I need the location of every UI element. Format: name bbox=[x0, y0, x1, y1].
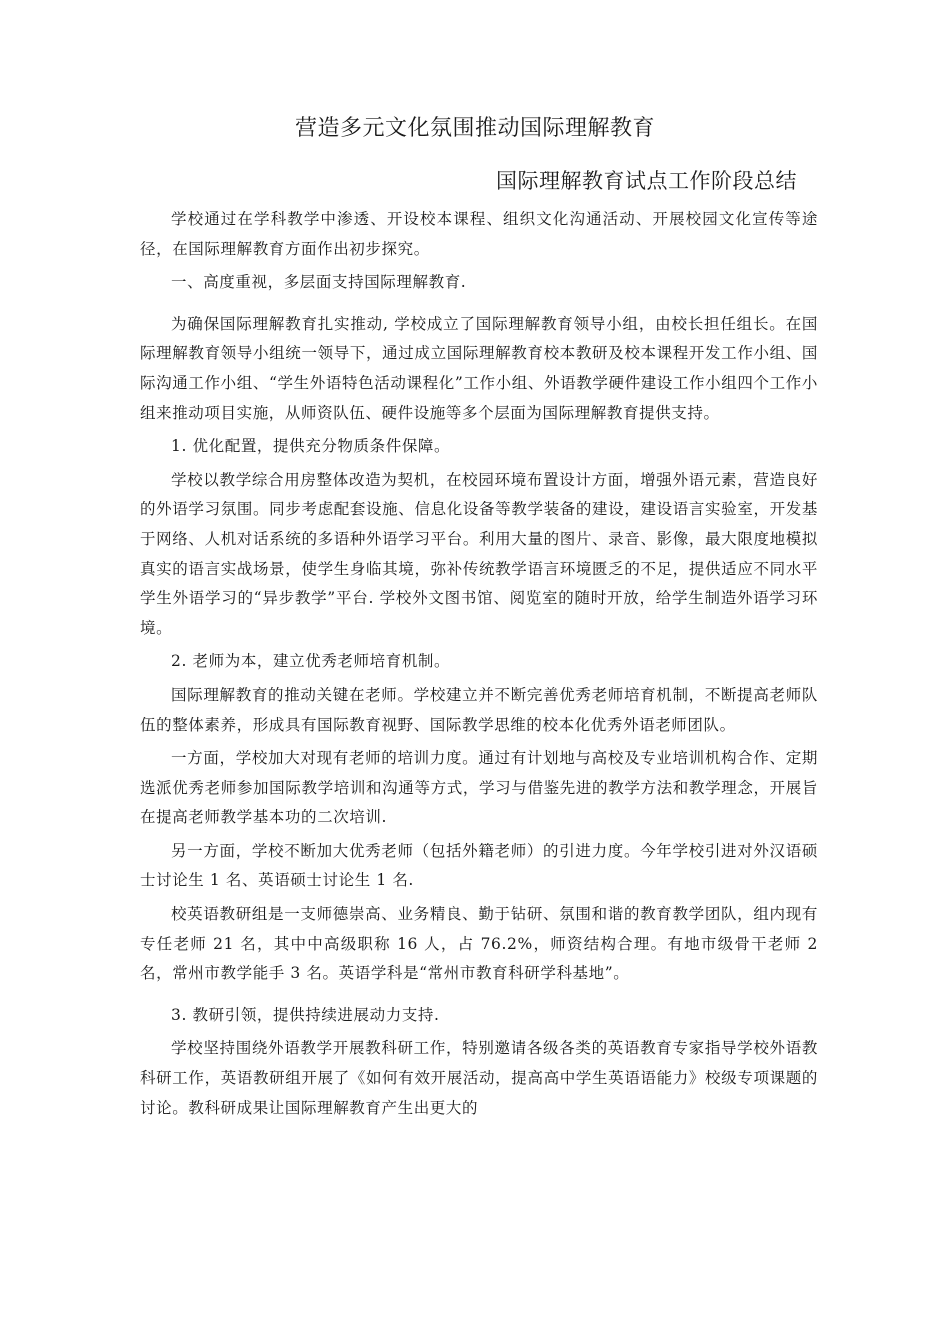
section-1-paragraph: 为确保国际理解教育扎实推动, 学校成立了国际理解教育领导小组，由校长担任组长。在国际理解教育领导小组统一领导下，通过成立国际理解教育校本教研及校本课程开发工作小组、国际沟通工作小组、“学生外语特色活动课程化”工作小组、外语教学硬件建设工作小组四个工作小组来推动项目实施，从师资队伍、硬件设施等多个层面为国际理解教育提供支持。 bbox=[140, 314, 818, 422]
document-body bbox=[140, 205, 818, 1123]
document-title: 营造多元文化氛围推动国际理解教育 bbox=[294, 116, 655, 141]
intro-paragraph: 学校通过在学科教学中渗透、开设校本课程、组织文化沟通活动、开展校园文化宣传等途径，在国际理解教育方面作出初步探究。 bbox=[140, 210, 818, 258]
subsection-2-paragraph-3: 另一方面，学校不断加大优秀老师（包括外籍老师）的引进力度。今年学校引进对外汉语硕士讨论生 1 名、英语硕士讨论生 1 名. bbox=[140, 841, 818, 890]
subsection-heading-3: 3. 教研引领，提供持续进展动力支持. bbox=[171, 1005, 440, 1024]
subsection-2-paragraph-4: 校英语教研组是一支师德崇高、业务精良、勤于钻研、氛围和谐的教育教学团队，组内现有专任老师 21 名，其中中高级职称 16 人，占 76.2%，师资结构合理。有地市级骨干老师 2 名，常州市教学能手 3 名。英语学科是“常州市教育科研学科基地”。 bbox=[140, 905, 818, 983]
subsection-3-paragraph: 学校坚持围绕外语教学开展教科研工作，特别邀请各级各类的英语教育专家指导学校外语教科研工作，英语教研组开展了《如何有效开展活动，提高高中学生英语语能力》校级专项课题的讨论。教科研成果让国际理解教育产生出更大的 bbox=[140, 1039, 818, 1117]
section-heading-1: 一、高度重视，多层面支持国际理解教育. bbox=[171, 273, 467, 292]
subsection-heading-2: 2. 老师为本，建立优秀老师培育机制。 bbox=[171, 652, 451, 671]
subsection-2-paragraph-2: 一方面，学校加大对现有老师的培训力度。通过有计划地与高校及专业培训机构合作、定期选派优秀老师参加国际教学培训和沟通等方式，学习与借鉴先进的教学方法和教学理念，开展旨在提高老师教学基本功的二次培训. bbox=[140, 749, 818, 827]
document-subtitle: 国际理解教育试点工作阶段总结 bbox=[496, 169, 797, 193]
subsection-2-paragraph-1: 国际理解教育的推动关键在老师。学校建立并不断完善优秀老师培育机制，不断提高老师队伍的整体素养，形成具有国际教育视野、国际教学思维的校本化优秀外语老师团队。 bbox=[140, 685, 818, 734]
subsection-heading-1: 1. 优化配置，提供充分物质条件保障。 bbox=[171, 437, 451, 456]
subsection-1-paragraph: 学校以教学综合用房整体改造为契机，在校园环境布置设计方面，增强外语元素，营造良好的外语学习氛围。同步考虑配套设施、信息化设备等教学装备的建设，建设语言实验室，开发基于网络、人机对话系统的多语种外语学习平台。利用大量的图片、录音、影像，最大限度地模拟真实的语言实战场景，使学生身临其境，弥补传统教学语言环境匮乏的不足，提供适应不同水平学生外语学习的“异步教学”平台. 学校外文图书馆、阅览室的随时开放，给学生制造外语学习环境。 bbox=[140, 470, 818, 637]
